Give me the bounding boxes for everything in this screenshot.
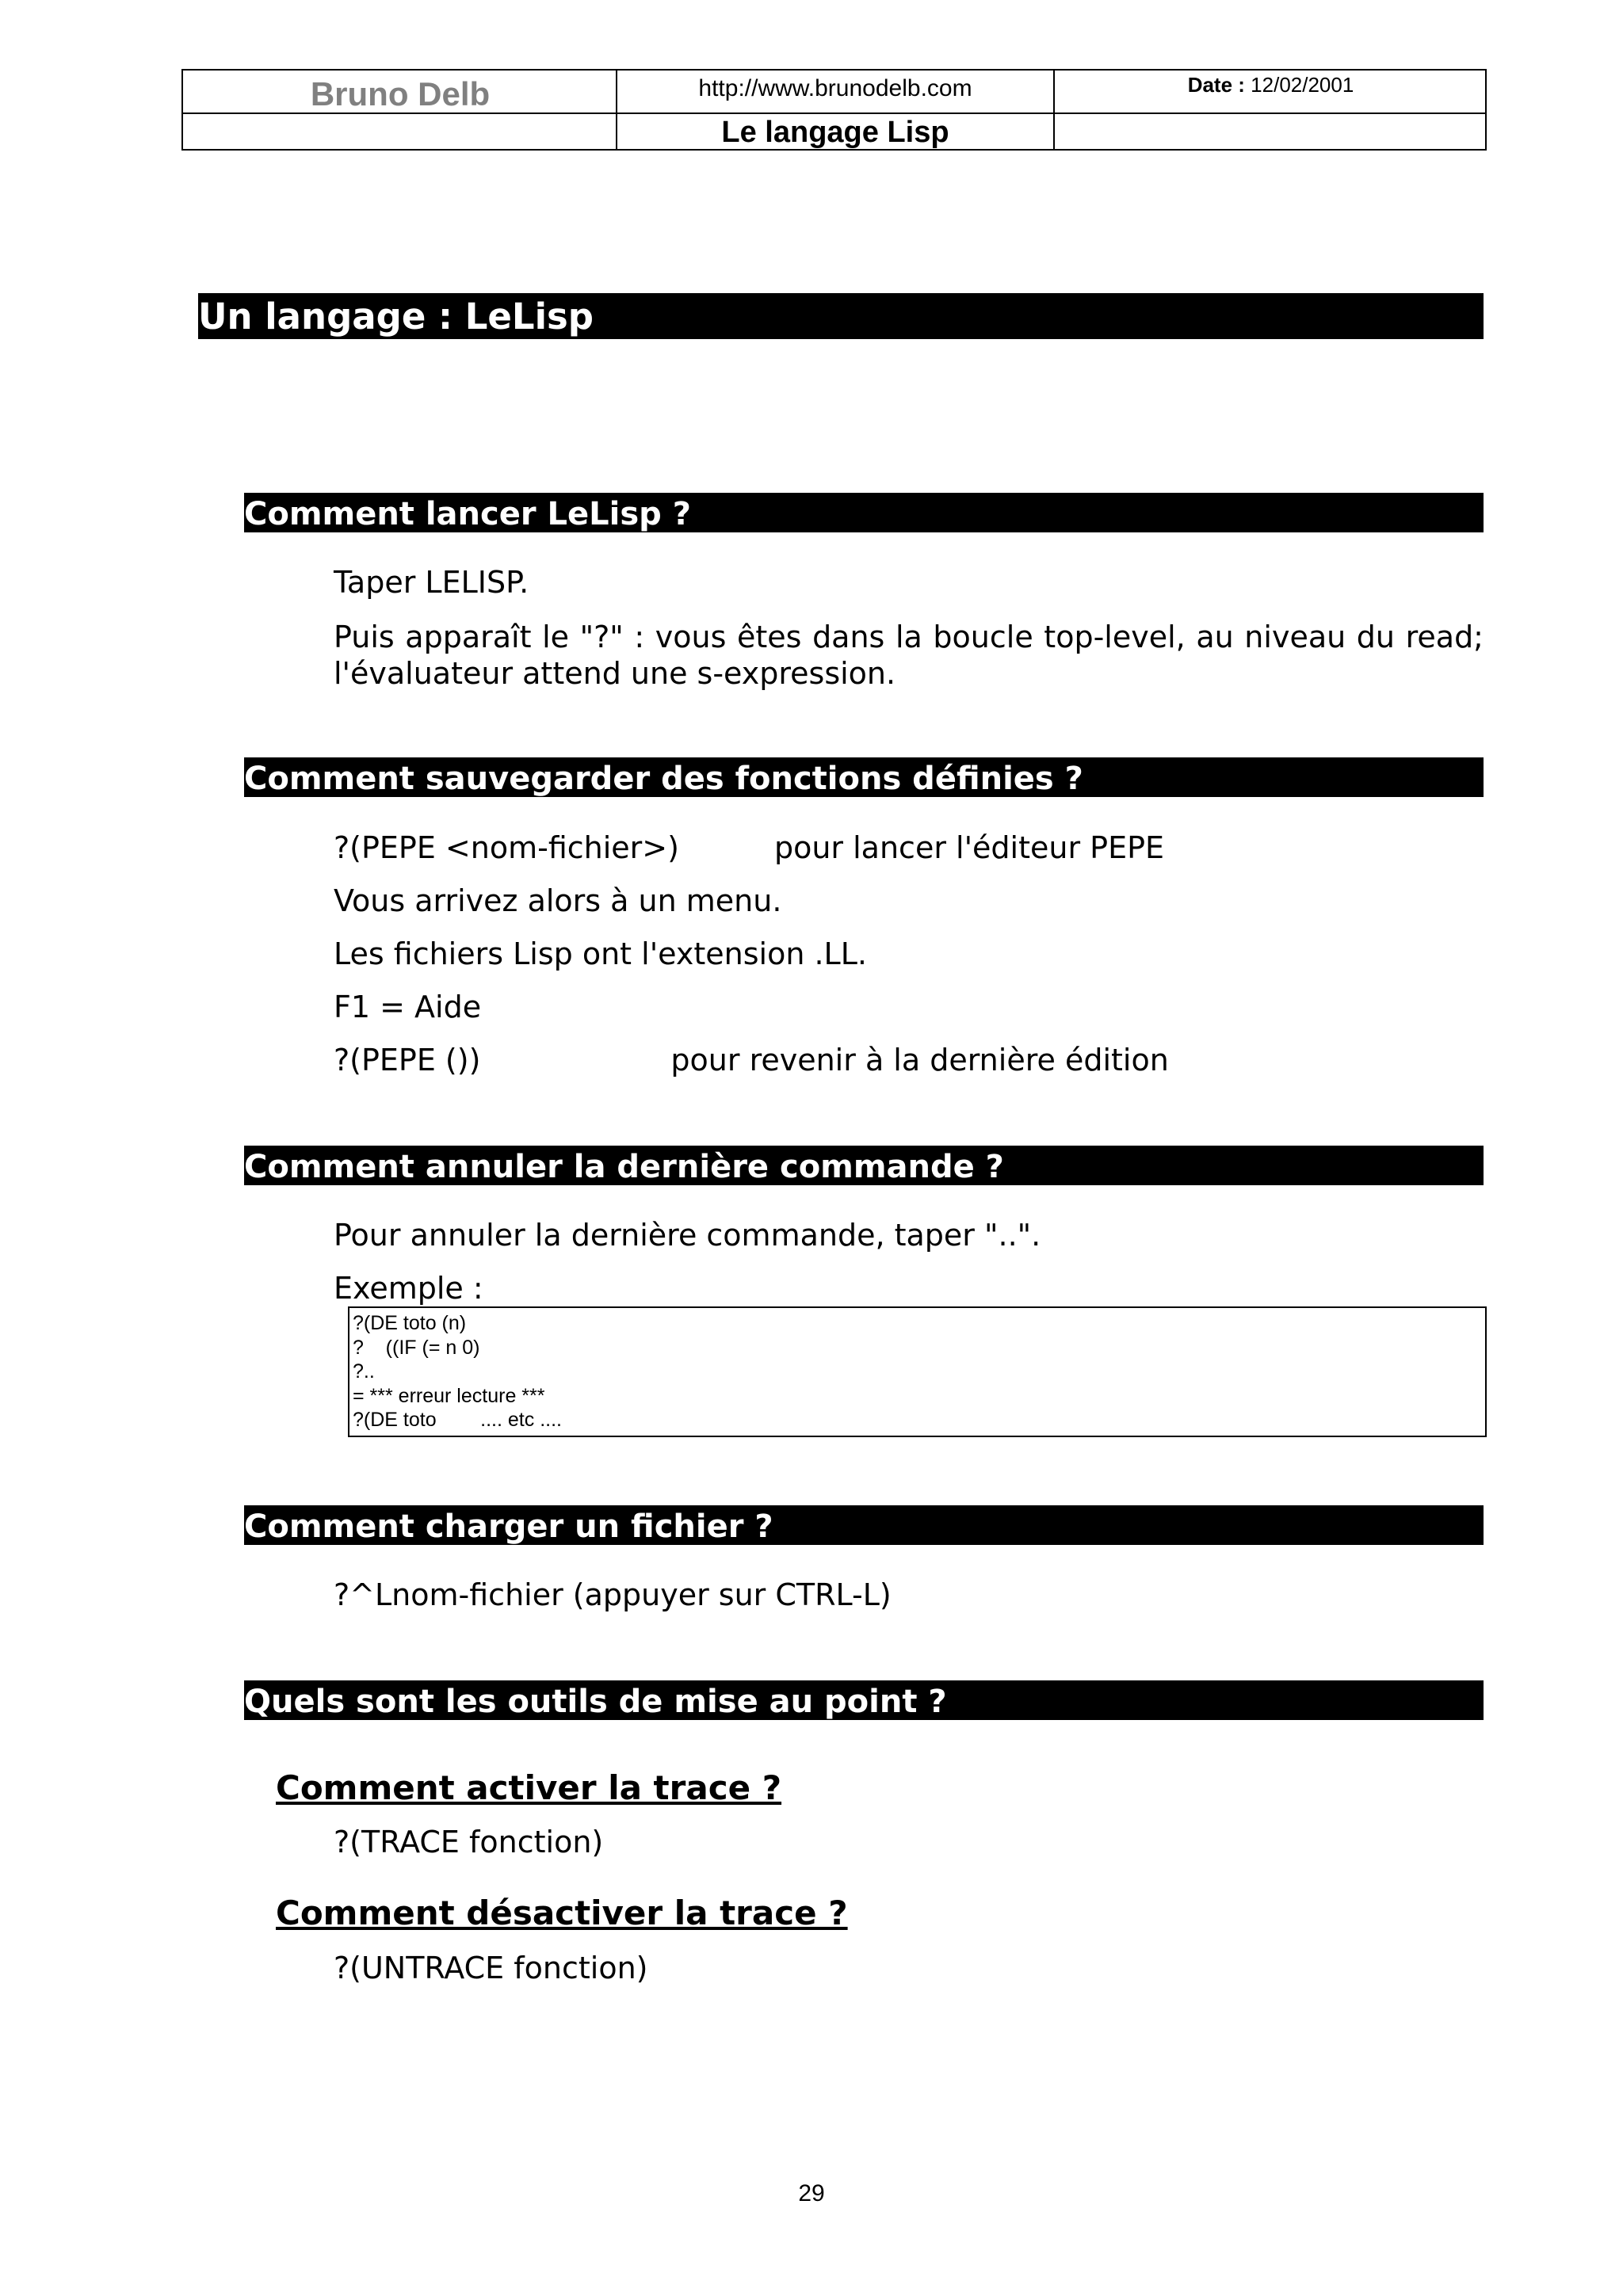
example-label: Exemple : [334, 1271, 483, 1306]
save-line-4: F1 = Aide [334, 990, 482, 1024]
date-label: Date : [1187, 73, 1245, 97]
code-line: ? ((IF (= n 0) [353, 1336, 480, 1359]
document-subject: Le langage Lisp [721, 116, 949, 149]
save-command-5 [334, 1042, 1169, 1078]
trace-command: ?(TRACE fonction) [334, 1825, 604, 1859]
code-line: = *** erreur lecture *** [353, 1384, 545, 1407]
code-line: ?(DE toto .... etc .... [353, 1409, 562, 1431]
code-line: ?(DE toto (n) [353, 1312, 467, 1334]
save-line-2: Vous arrivez alors à un menu. [334, 883, 782, 918]
website-url: http://www.brunodelb.com [698, 75, 972, 101]
section-title-debug: Quels sont les outils de mise au point ? [244, 1680, 1484, 1720]
undo-line-1: Pour annuler la dernière commande, taper "..". [334, 1218, 1041, 1253]
section-title-undo: Comment annuler la dernière commande ? [244, 1146, 1484, 1185]
section-title-launch: Comment lancer LeLisp ? [244, 493, 1484, 532]
section-title-save: Comment sauvegarder des fonctions définies ? [244, 757, 1484, 797]
untrace-command: ?(UNTRACE fonction) [334, 1951, 648, 1985]
author-name: Bruno Delb [310, 75, 491, 113]
save-command-1 [334, 830, 1164, 866]
subsection-title-untrace: Comment désactiver la trace ? [276, 1894, 848, 1932]
save-cmd-1-code: ?(PEPE <nom-fichier>) [334, 830, 679, 865]
launch-line-2: Puis apparaît le "?" : vous êtes dans la boucle top-level, au niveau du read; l'évaluateur attend une s-expression. [334, 620, 1484, 691]
code-line: ?.. [353, 1360, 375, 1383]
save-line-3: Les fichiers Lisp ont l'extension .LL. [334, 936, 867, 971]
code-example-box [348, 1306, 1487, 1437]
page-number: 29 [798, 2180, 825, 2206]
chapter-title: Un langage : LeLisp [198, 293, 1484, 339]
document-header [181, 69, 1487, 151]
subsection-title-trace: Comment activer la trace ? [276, 1768, 782, 1807]
save-cmd-5-desc: pour revenir à la dernière édition [670, 1043, 1169, 1077]
document-date [1055, 71, 1487, 113]
launch-line-1: Taper LELISP. [334, 565, 529, 600]
save-cmd-1-desc: pour lancer l'éditeur PEPE [773, 830, 1165, 865]
save-cmd-5-code: ?(PEPE ()) [334, 1043, 481, 1077]
section-title-load: Comment charger un fichier ? [244, 1505, 1484, 1545]
load-line-1: ?^Lnom-fichier (appuyer sur CTRL-L) [334, 1577, 892, 1612]
date-value: 12/02/2001 [1251, 73, 1354, 97]
